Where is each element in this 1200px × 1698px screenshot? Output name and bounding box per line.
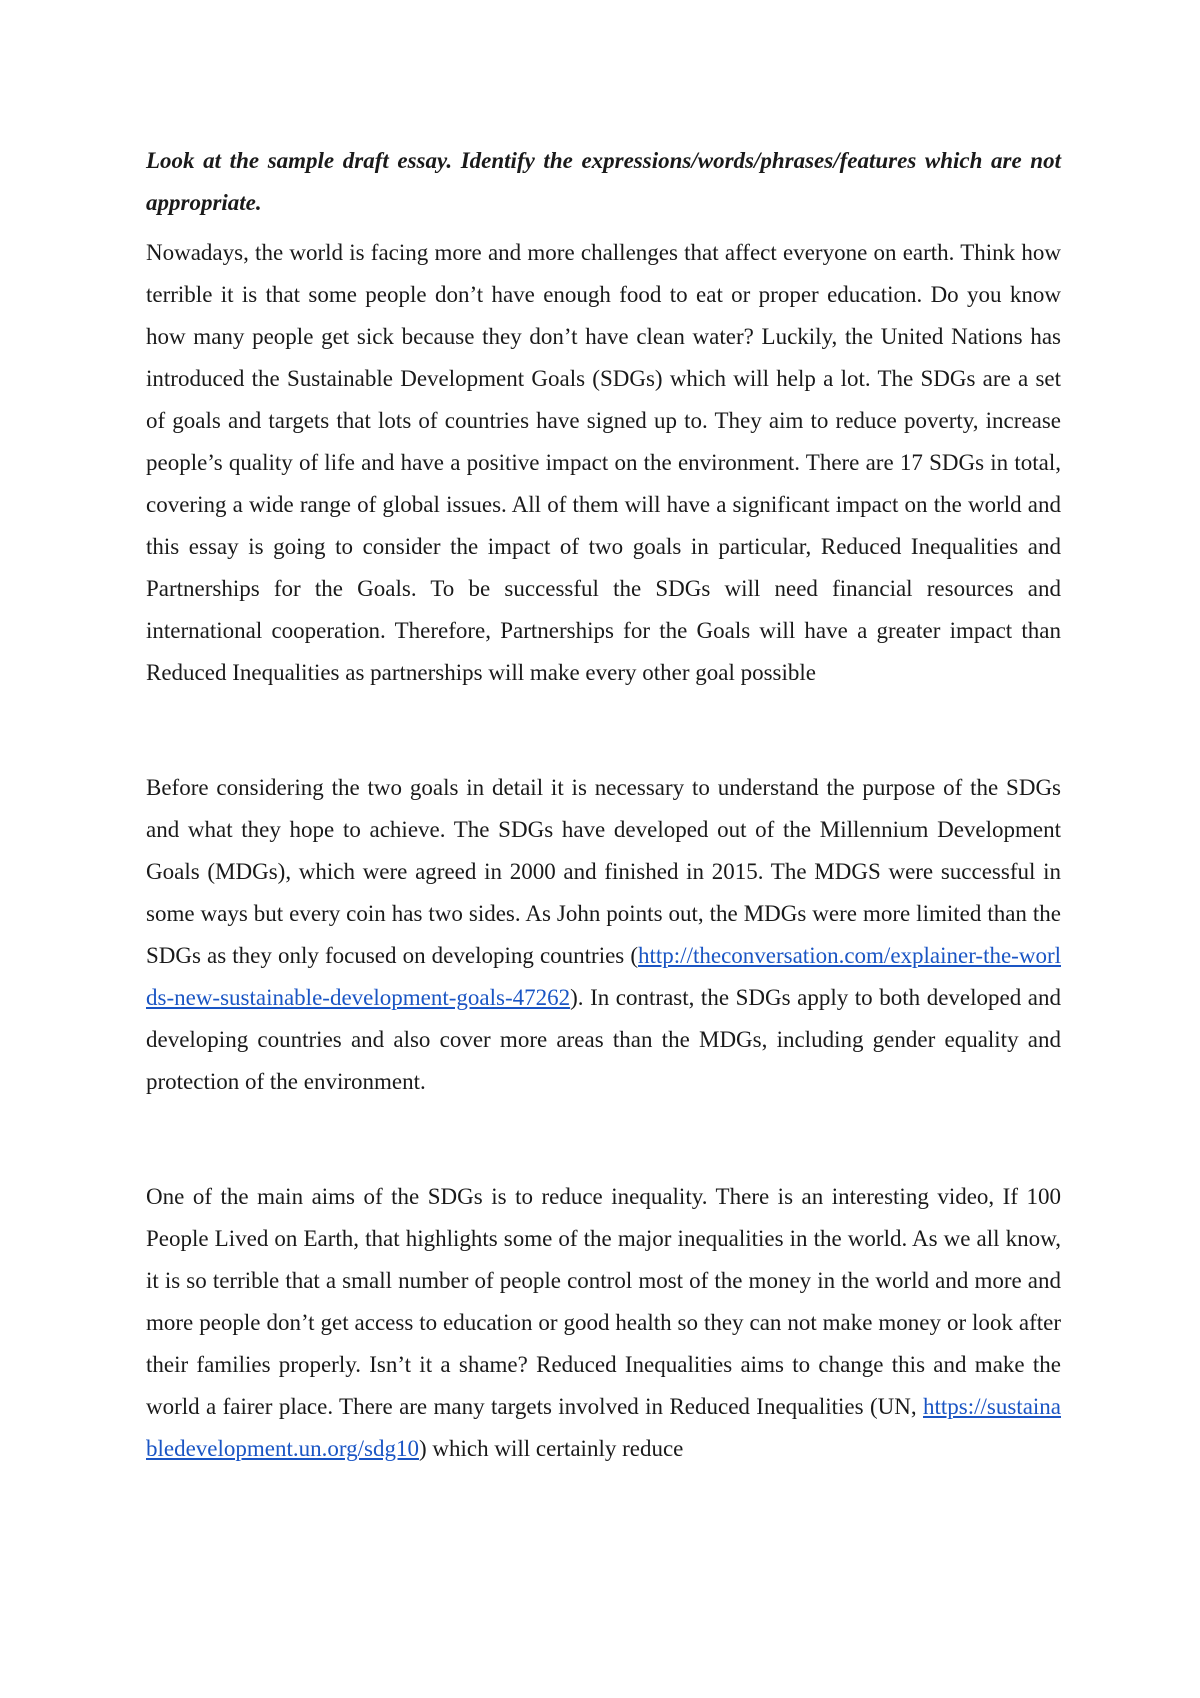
paragraph-text: ). In contrast, the SDGs apply to both developed and developing countries and also cover more areas than the MDGs, including gender equality and protection of the environment. bbox=[146, 985, 1061, 1094]
conversation-article-link[interactable]: http://theconversation.com/explainer-the-worlds-new-sustainable-development-goals-47262 bbox=[146, 943, 1061, 1010]
un-sdg10-link[interactable]: https://sustainabledevelopment.un.org/sdg10 bbox=[146, 1394, 1061, 1461]
instruction-heading: Look at the sample draft essay. Identify the expressions/words/phrases/features which are not appropriate. bbox=[146, 148, 1061, 215]
paragraph-text: Before considering the two goals in detail it is necessary to understand the purpose of the SDGs and what they hope to achieve. The SDGs have developed out of the Millennium Development Goals (MDGs), which were agreed in 2000 and finished in 2015. The MDGS were successful in some ways but every coin has two sides. As John points out, the MDGs were more limited than the SDGs as they only focused on developing countries ( bbox=[146, 775, 1061, 968]
paragraph-text: One of the main aims of the SDGs is to reduce inequality. There is an interesting video, If 100 People Lived on Earth, that highlights some of the major inequalities in the world. As we all know, it is so terrible that a small number of people control most of the money in the world and more and more people don’t get access to education or good health so they can not make money or look after their families properly. Isn’t it a shame? Reduced Inequalities aims to change this and make the world a fairer place. There are many targets involved in Reduced Inequalities (UN, bbox=[146, 1184, 1061, 1419]
paragraph-introduction: Nowadays, the world is facing more and more challenges that affect everyone on earth. Think how terrible it is that some people don’t have enough food to eat or proper education. Do you know how many people get sick because they don’t have clean water? Luckily, the United Nations has introduced the Sustainable Development Goals (SDGs) which will help a lot. The SDGs are a set of goals and targets that lots of countries have signed up to. They aim to reduce poverty, increase people’s quality of life and have a positive impact on the environment. There are 17 SDGs in total, covering a wide range of global issues. All of them will have a significant impact on the world and this essay is going to consider the impact of two goals in particular, Reduced Inequalities and Partnerships for the Goals. To be successful the SDGs will need financial resources and international cooperation. Therefore, Partnerships for the Goals will have a greater impact than Reduced Inequalities as partnerships will make every other goal possible bbox=[146, 240, 1061, 685]
document-page bbox=[146, 140, 1061, 1470]
paragraph-text: ) which will certainly reduce bbox=[418, 1436, 684, 1461]
paragraph-reduced-inequalities bbox=[146, 1176, 1061, 1470]
paragraph-mdgs-background bbox=[146, 767, 1061, 1103]
